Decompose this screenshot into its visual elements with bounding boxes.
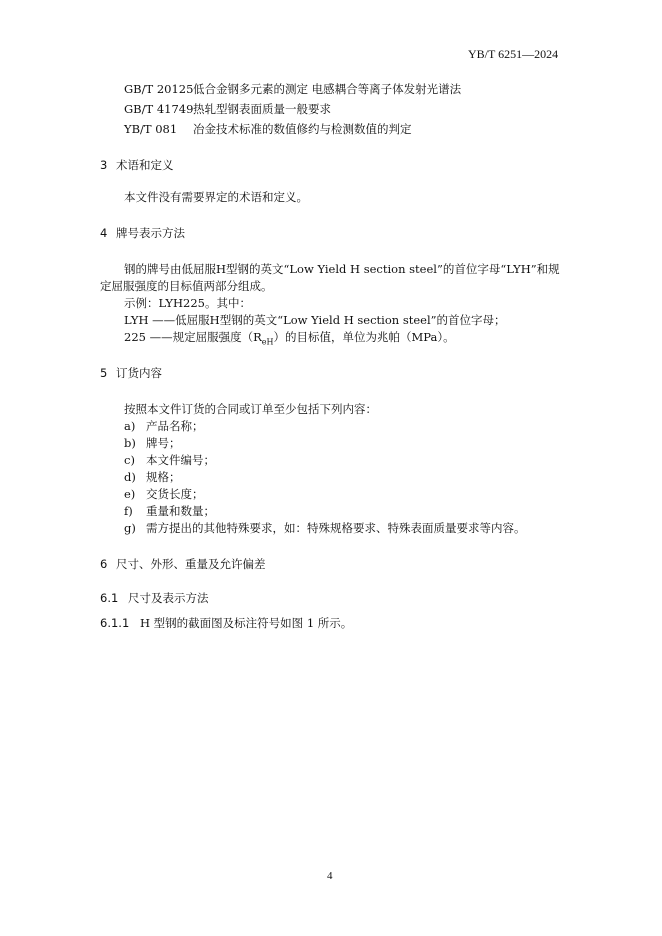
reference-code: YB/T 081 [124,122,178,136]
list-text: 规格； [146,470,181,484]
section-3-body: 本文件没有需要界定的术语和定义。 [124,190,308,204]
list-text: 交货长度； [146,487,204,501]
list-item [124,470,181,484]
section-6-1-heading [100,591,209,605]
list-item [124,504,215,518]
reference-title: 低合金钢多元素的测定 电感耦合等离子体发射光谱法 [193,82,462,96]
section-number: 6.1 [100,591,119,605]
reference-item [124,102,331,116]
reference-title: 热轧型钢表面质量一般要求 [193,102,331,116]
section-3-heading [100,158,174,172]
list-text: 本文件编号； [146,453,215,467]
section-number: 5 [100,366,108,380]
section-title: 尺寸及表示方法 [128,591,209,605]
list-item [124,436,181,450]
section-5-heading [100,366,162,380]
section-5-intro: 按照本文件订货的合同或订单至少包括下列内容： [124,402,377,416]
section-4-paragraph-line: 钢的牌号由低屈服H型钢的英文“Low Yield H section steel”的首位字母“LYH”和规 [124,262,560,276]
list-item [124,453,215,467]
list-text: 产品名称； [146,419,204,433]
section-title: 订货内容 [116,366,162,380]
section-title: 术语和定义 [116,158,174,172]
section-number: 6.1.1 [100,616,130,630]
value-text: ）的目标值，单位为兆帕（MPa）。 [273,330,455,344]
list-text: 重量和数量； [146,504,215,518]
list-letter: a) [124,419,136,433]
reference-code: GB/T 20125 [124,82,194,96]
example-value-line [124,330,455,349]
list-item [124,521,526,535]
section-text: H 型钢的截面图及标注符号如图 1 所示。 [140,616,353,630]
example-label: 示例：LYH225。其中： [124,296,251,310]
reference-item [124,122,412,136]
list-letter: b) [124,436,136,450]
list-item [124,487,204,501]
section-4-paragraph-line: 定屈服强度的目标值两部分组成。 [100,279,273,293]
section-4-heading [100,226,185,240]
reference-title: 冶金技术标准的数值修约与检测数值的判定 [193,122,412,136]
section-title: 牌号表示方法 [116,226,185,240]
list-letter: e) [124,487,136,501]
list-text: 牌号； [146,436,181,450]
list-letter: f) [124,504,133,518]
section-number: 6 [100,557,108,571]
list-letter: c) [124,453,135,467]
section-6-1-1-body [100,616,352,630]
reference-code: GB/T 41749 [124,102,194,116]
section-number: 4 [100,226,108,240]
example-lyh-line: LYH ——低屈服H型钢的英文“Low Yield H section steel”的首位字母； [124,313,506,327]
page-number: 4 [327,870,333,882]
list-letter: d) [124,470,136,484]
list-text: 需方提出的其他特殊要求，如：特殊规格要求、特殊表面质量要求等内容。 [146,521,526,535]
section-title: 尺寸、外形、重量及允许偏差 [116,557,266,571]
document-code: YB/T 6251—2024 [468,47,559,61]
reference-item [124,82,461,96]
list-item [124,419,204,433]
section-6-heading [100,557,266,571]
value-subscript: eH [261,337,274,347]
value-text: 225 ——规定屈服强度（R [124,330,262,344]
section-number: 3 [100,158,108,172]
list-letter: g) [124,521,136,535]
